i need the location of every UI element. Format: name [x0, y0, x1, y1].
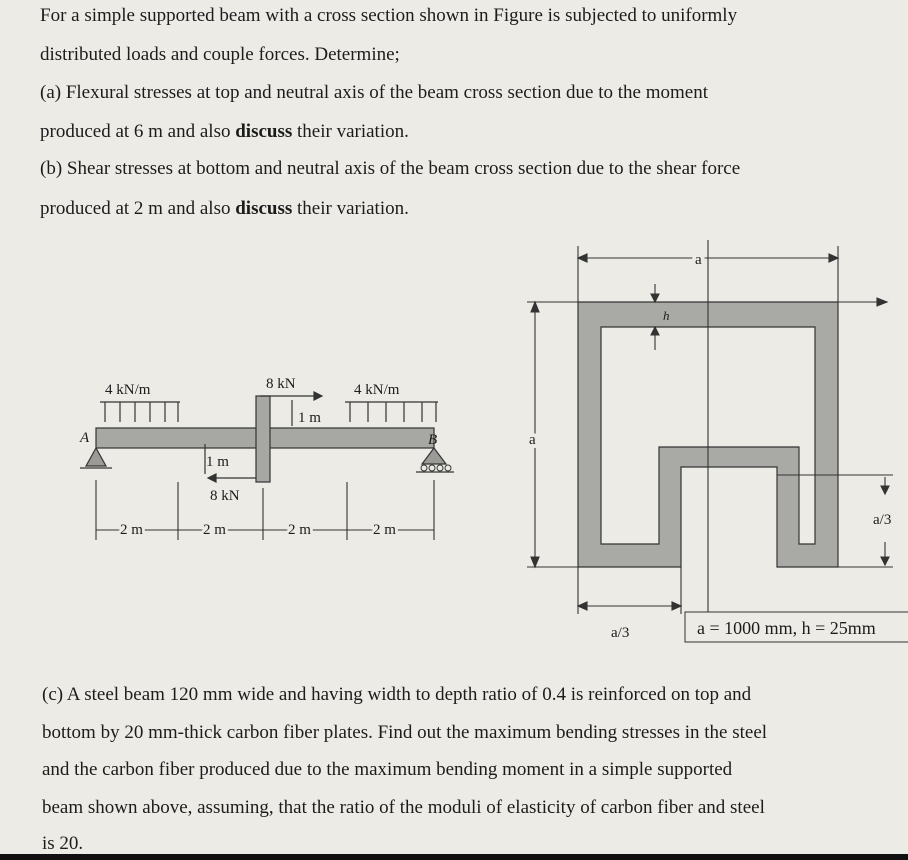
page-edge	[0, 854, 908, 860]
support-b-roller	[422, 448, 446, 464]
intro-line-1: For a simple supported beam with a cross section shown in Figure is subjected to uniformly	[40, 5, 738, 26]
span-label-3: 2 m	[288, 522, 311, 538]
span-label-1: 2 m	[120, 522, 143, 538]
span-label-4: 2 m	[373, 522, 396, 538]
part-a-line-1: (a) Flexural stresses at top and neutral axis of the beam cross section due to the moment	[40, 82, 708, 103]
bottom-force-label: 8 kN	[210, 488, 240, 504]
bottom-arm-label: 1 m	[206, 454, 229, 470]
left-udl-arrows	[105, 402, 178, 422]
support-b-label: B	[428, 432, 438, 448]
part-c-line-3: and the carbon fiber produced due to the maximum bending moment in a simple supported	[42, 759, 733, 780]
support-a-pin	[86, 448, 106, 466]
intro-line-2: distributed loads and couple forces. Determine;	[40, 44, 400, 65]
left-dimension-label: a	[529, 432, 536, 448]
part-b-line-1: (b) Shear stresses at bottom and neutral axis of the beam cross section due to the shear force	[40, 158, 741, 179]
part-c-line-2: bottom by 20 mm-thick carbon fiber plates. Find out the maximum bending stresses in the steel	[42, 722, 768, 743]
bracket-post	[256, 396, 270, 482]
part-c-line-1: (c) A steel beam 120 mm wide and having width to depth ratio of 0.4 is reinforced on top and	[42, 684, 752, 705]
part-b-line-2: produced at 2 m and also discuss their variation.	[40, 198, 409, 219]
beam-diagram	[60, 370, 520, 550]
right-dimension-label: a/3	[873, 512, 892, 528]
support-a-label: A	[80, 430, 90, 446]
cross-section-diagram	[513, 232, 908, 652]
top-force-label: 8 kN	[266, 376, 296, 392]
top-dimension-label: a	[695, 252, 702, 268]
span-label-2: 2 m	[203, 522, 226, 538]
given-values: a = 1000 mm, h = 25mm	[697, 618, 876, 638]
right-udl-label: 4 kN/m	[354, 382, 400, 398]
top-arm-label: 1 m	[298, 410, 321, 426]
left-udl-label: 4 kN/m	[105, 382, 151, 398]
thickness-label: h	[663, 308, 670, 323]
part-c-line-4: beam shown above, assuming, that the ratio of the moduli of elasticity of carbon fiber and steel	[42, 797, 765, 818]
part-a-line-2: produced at 6 m and also discuss their variation.	[40, 121, 409, 142]
part-c-line-5: is 20.	[42, 833, 84, 854]
right-udl-arrows	[350, 402, 436, 422]
bottom-dimension-label: a/3	[611, 625, 630, 641]
